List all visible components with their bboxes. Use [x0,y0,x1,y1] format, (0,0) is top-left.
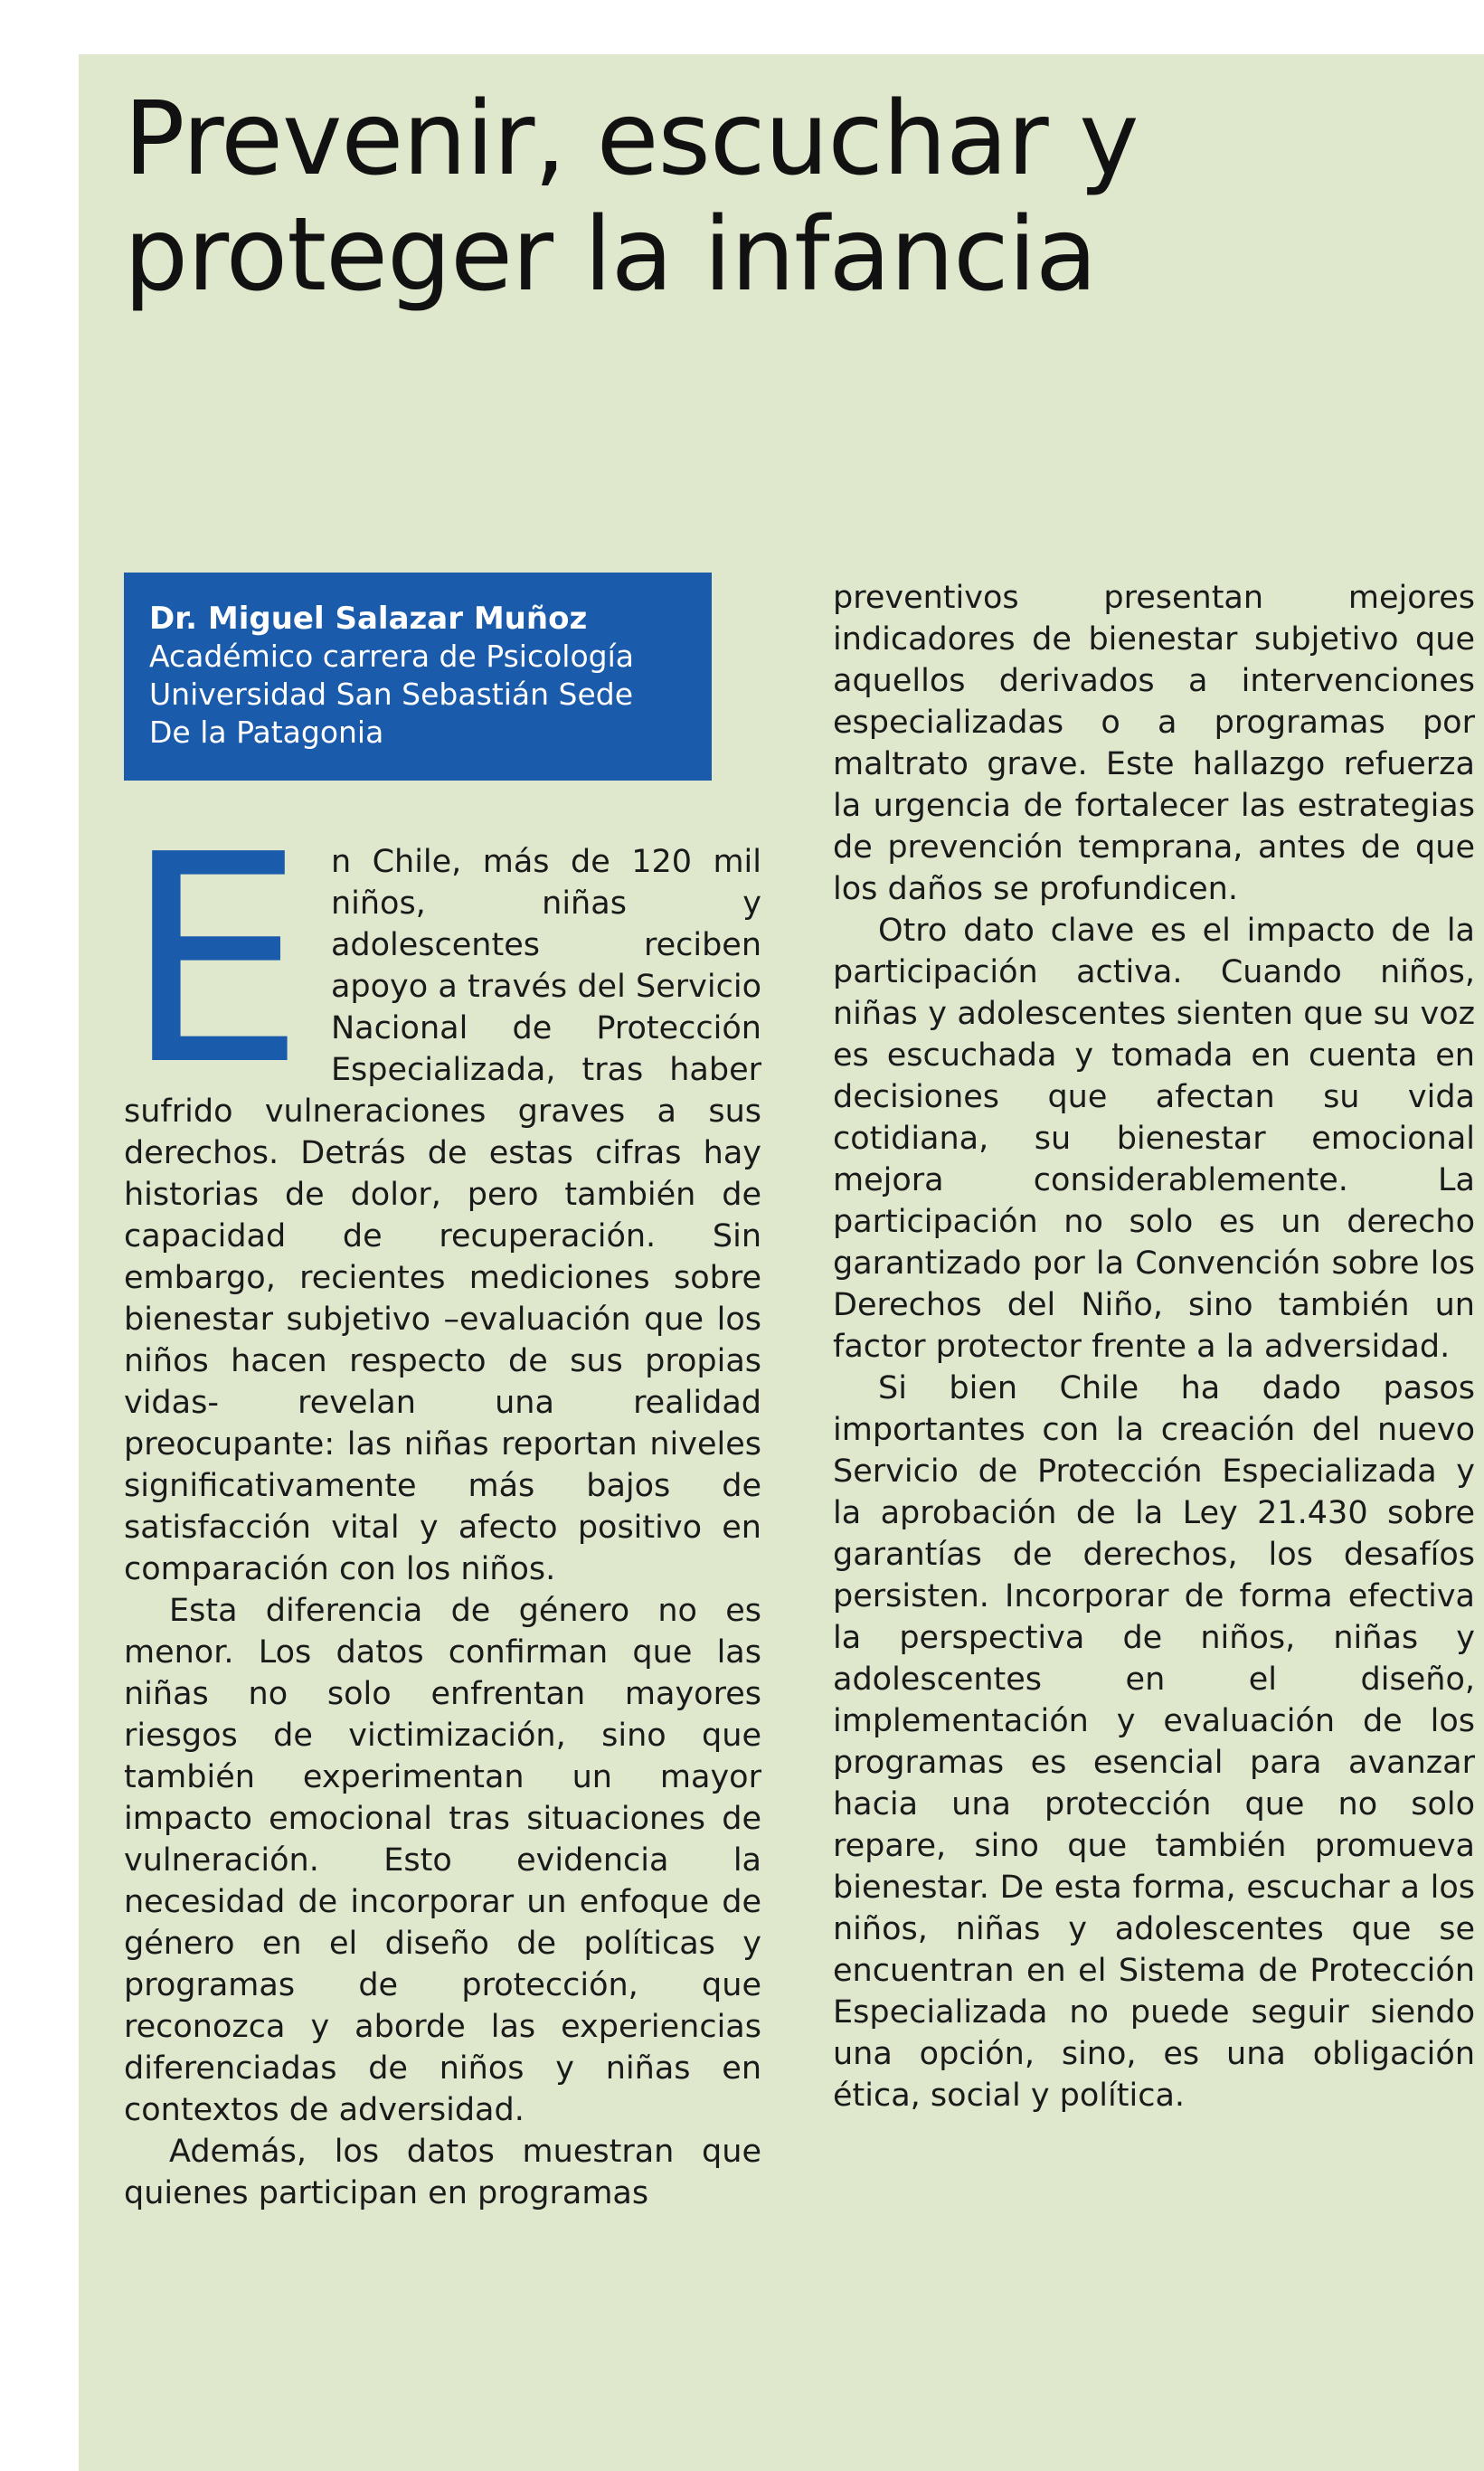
right-column [833,577,1475,2116]
left-column [124,793,761,2214]
paragraph-5: Si bien Chile ha dado pasos importantes con la creación del nuevo Servicio de Protección Especializada y la aprobación de la Ley 21.430 sobre garantías de derechos, los desafíos persisten. Incorporar de forma efectiva la perspectiva de niños, niñas y adolescentes en el diseño, implementación y evaluación de los programas es esencial para avanzar hacia una protección que no solo repare, sino que también promueva bienestar. De esta forma, escuchar a los niños, niñas y adolescentes que se encuentran en el Sistema de Protección Especializada no puede seguir siendo una opción, sino, es una obligación ética, social y política. [833,1370,1475,2114]
paragraph-1: n Chile, más de 120 mil niños, niñas y adolescentes reciben apoyo a través del Servicio Nacional de Protección Especializada, tras haber sufrido vulneraciones graves a sus derechos. Detrás de estas cifras hay historias de dolor, pero también de capacidad de recuperación. Sin embargo, recientes mediciones sobre bienestar subjetivo –evaluación que los niños hacen respecto de sus propias vidas- revelan una realidad preocupante: las niñas reportan niveles significativamente más bajos de satisfacción vital y afecto positivo en comparación con los niños. [124,844,761,1587]
article-page [79,54,1484,2471]
paragraph-3-end: preventivos presentan mejores indicadores de bienestar subjetivo que aquellos derivados a intervenciones especializadas o a programas por maltrato grave. Este hallazgo refuerza la urgencia de fortalecer las estrategias de prevención temprana, antes de que los daños se profundicen. [833,580,1475,907]
paragraph-4: Otro dato clave es el impacto de la participación activa. Cuando niños, niñas y adolescentes sienten que su voz es escuchada y tomada en cuenta en decisiones que afectan su vida cotidiana, su bienestar emocional mejora considerablemente. La participación no solo es un derecho garantizado por la Convención sobre los Derechos del Niño, sino también un factor protector frente a la adversidad. [833,913,1475,1365]
paragraph-3-start: Además, los datos muestran que quienes participan en programas [124,2134,761,2211]
article-title: Prevenir, escuchar y proteger la infancia [124,80,1139,314]
author-role: Académico carrera de Psicología Universidad San Sebastián Sede De la Patagonia [149,639,634,750]
paragraph-2: Esta diferencia de género no es menor. Los datos confirman que las niñas no solo enfrentan mayores riesgos de victimización, sino que también experimentan un mayor impacto emocional tras situaciones de vulneración. Esto evidencia la necesidad de incorporar un enfoque de género en el diseño de políticas y programas de protección, que reconozca y aborde las experiencias diferenciadas de niños y niñas en contextos de adversidad. [124,1593,761,2128]
drop-cap: E [124,793,306,1128]
author-box [124,573,712,781]
author-name: Dr. Miguel Salazar Muñoz [149,601,588,637]
